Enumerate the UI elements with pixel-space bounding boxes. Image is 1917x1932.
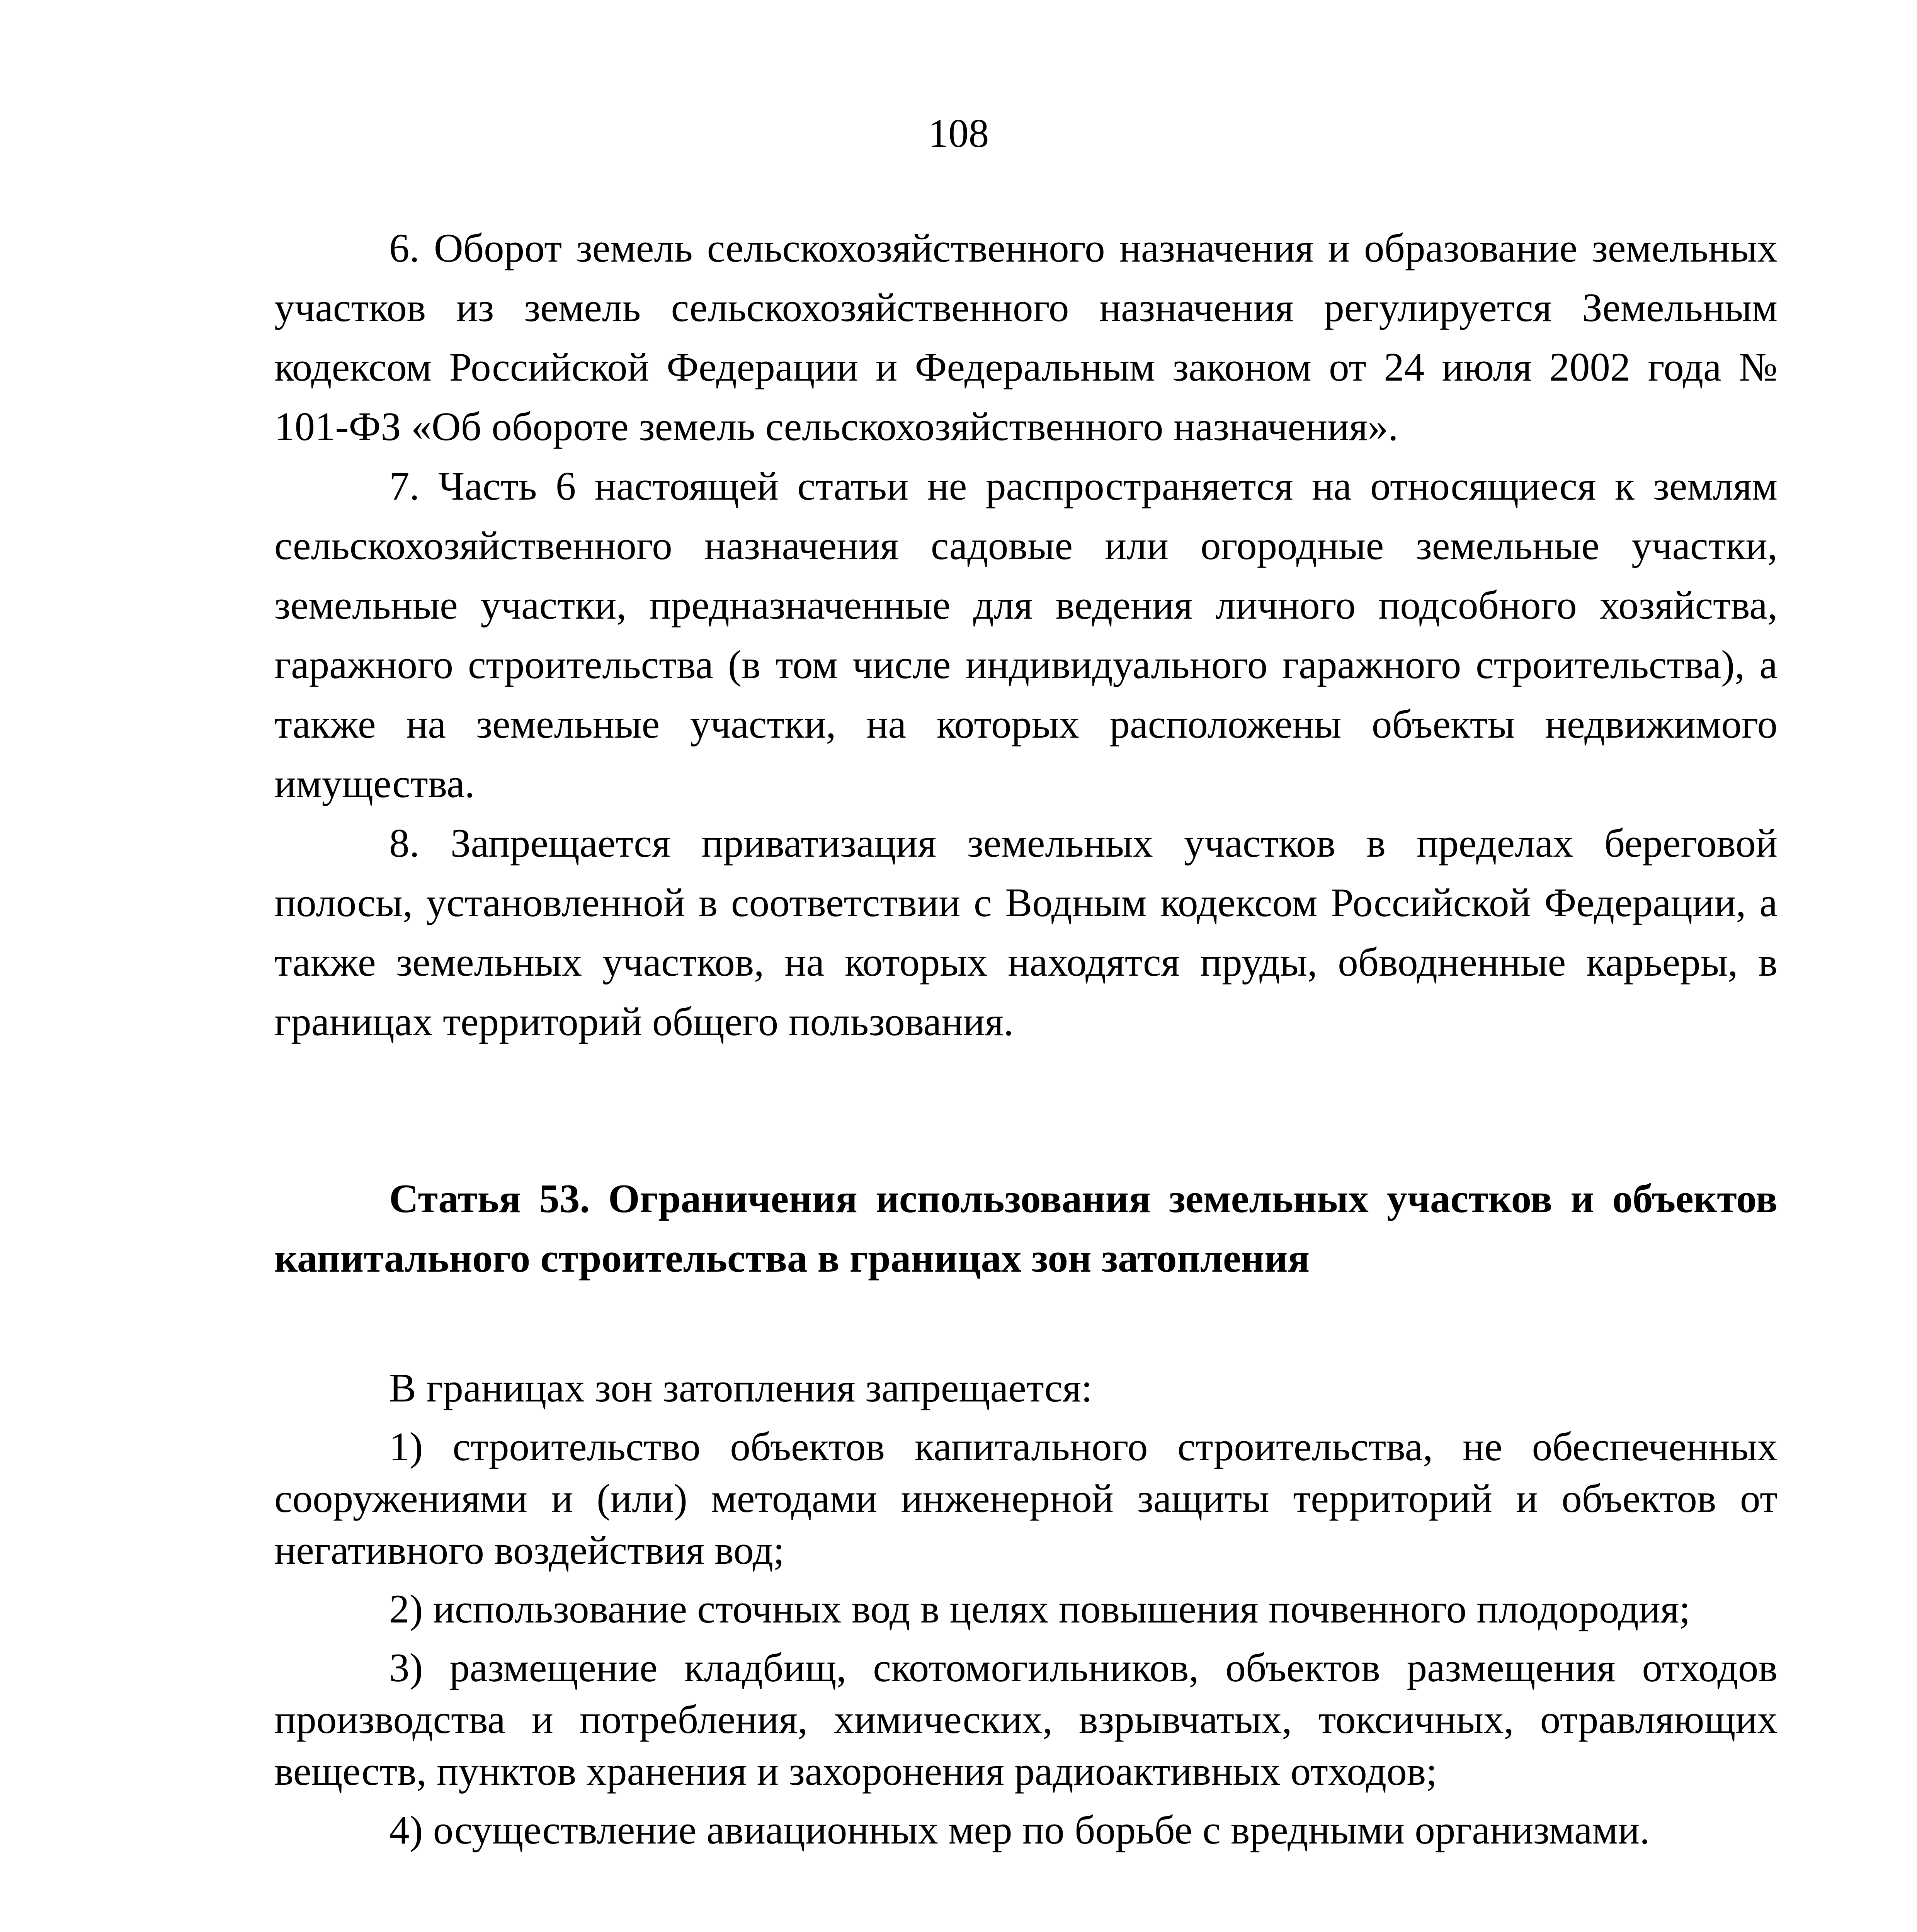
- prohibition-item-1: 1) строительство объектов капитального строительства, не обеспеченных сооружениями и (или) методами инженерной защиты территорий и объектов от негативного воздействия вод;: [274, 1424, 1778, 1573]
- paragraph-6: 6. Оборот земель сельскохозяйственного назначения и образование земельных участков из земель сельскохозяйственного назначения регулируется Земельным кодексом Российской Федерации и Федеральным законом от 24 июля 2002 года № 101-ФЗ «Об обороте земель сельскохозяйственного назначения».: [274, 225, 1778, 449]
- prohibition-item-3: 3) размещение кладбищ, скотомогильников, объектов размещения отходов производства и потребления, химических, взрывчатых, токсичных, отравляющих веществ, пунктов хранения и захоронения радиоактивных отходов;: [274, 1645, 1778, 1794]
- previous-article-continuation: [274, 218, 1778, 1051]
- article-53-heading: Статья 53. Ограничения использования земельных участков и объектов капитального строительства в границах зон затопления: [274, 1176, 1778, 1281]
- article-53-intro: В границах зон затопления запрещается:: [389, 1365, 1092, 1410]
- prohibition-item-4: 4) осуществление авиационных мер по борьбе с вредными организмами.: [389, 1807, 1650, 1852]
- prohibition-item-2: 2) использование сточных вод в целях повышения почвенного плодородия;: [389, 1586, 1691, 1631]
- paragraph-8: 8. Запрещается приватизация земельных участков в пределах береговой полосы, установленной в соответствии с Водным кодексом Российской Федерации, а также земельных участков, на которых находятся пруды, обводненные карьеры, в границах территорий общего пользования.: [274, 820, 1778, 1044]
- paragraph-7: 7. Часть 6 настоящей статьи не распространяется на относящиеся к землям сельскохозяйственного назначения садовые или огородные земельные участки, земельные участки, предназначенные для ведения личного подсобного хозяйства, гаражного строительства (в том числе индивидуального гаражного строительства), а также на земельные участки, на которых расположены объекты недвижимого имущества.: [274, 463, 1778, 806]
- page-number: 108: [928, 111, 989, 156]
- article-53-body: [274, 1362, 1778, 1863]
